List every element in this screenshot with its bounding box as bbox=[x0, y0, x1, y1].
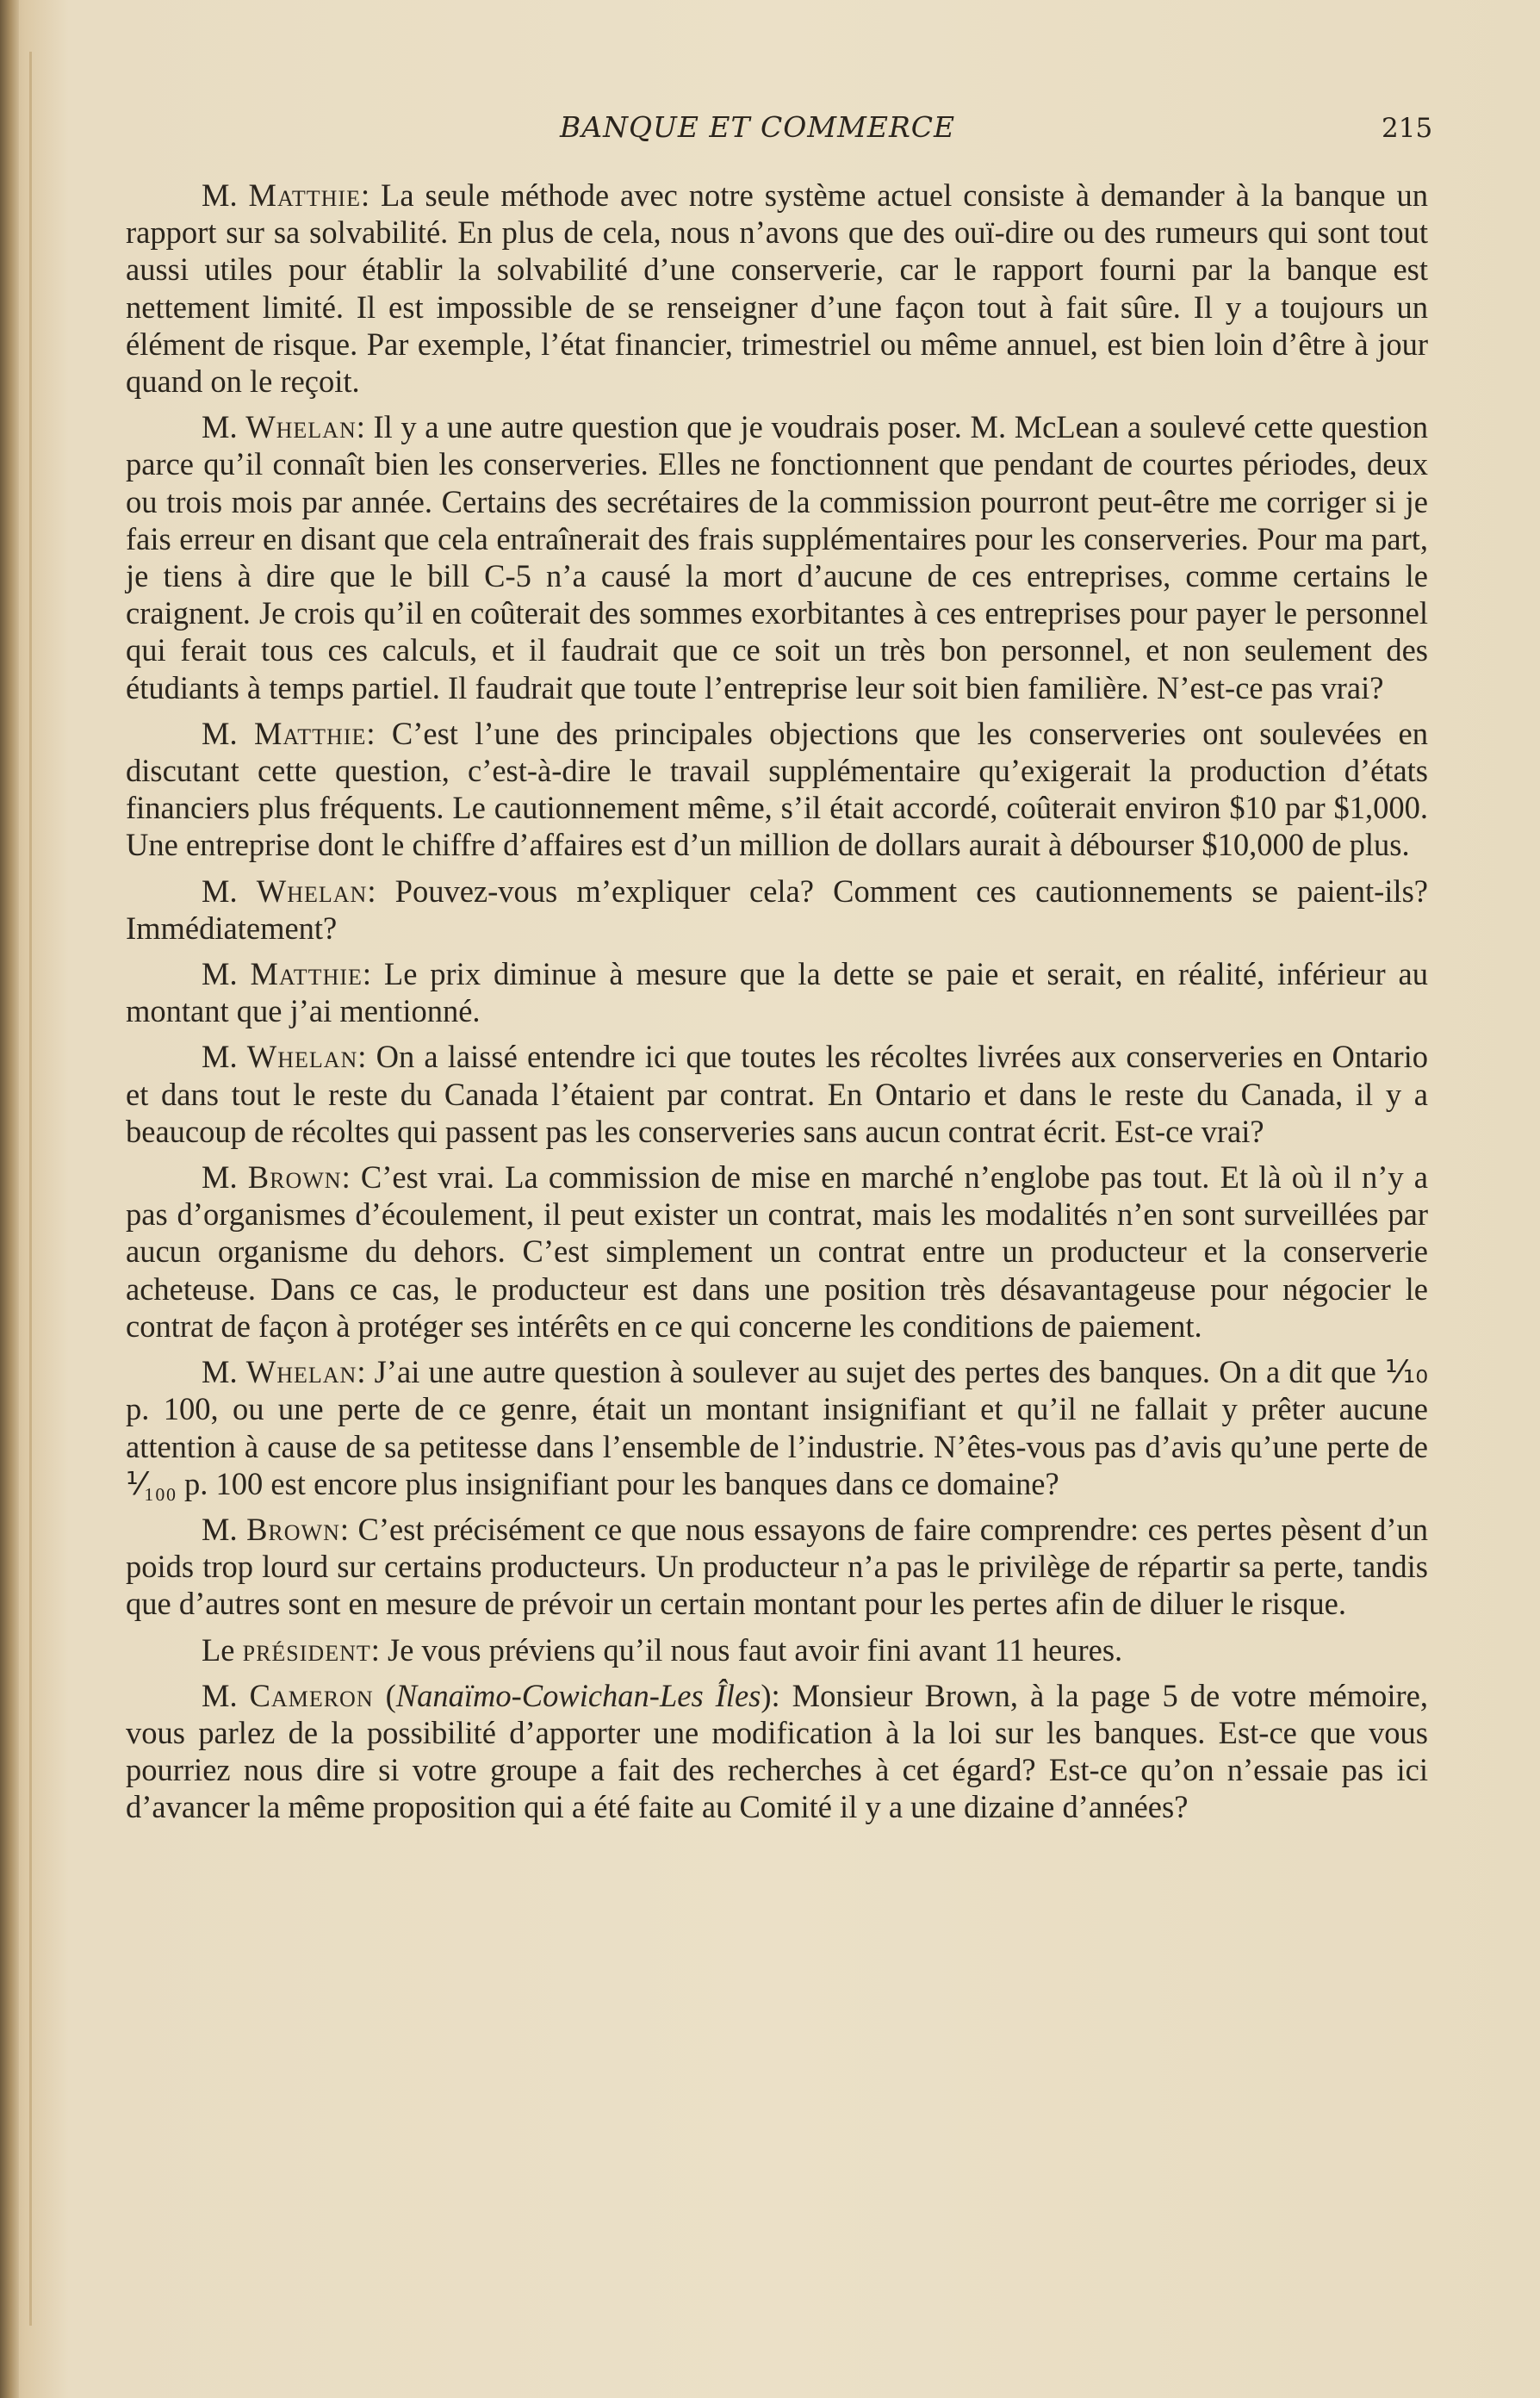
paragraph-9 bbox=[126, 1511, 1428, 1623]
speaker-name: Whelan bbox=[256, 873, 368, 909]
speaker-prefix: M. bbox=[202, 1511, 247, 1547]
paragraph-text: On a laissé entendre ici que toutes les récoltes livrées aux conserveries en Ontario et dans tout le reste du Canada l’étaient par contrat. En Ontario et dans le reste du Canada, il y a beaucoup de récoltes qui passent pas les conserveries sans aucun contrat écrit. Est-ce vrai? bbox=[126, 1039, 1428, 1149]
paragraph-text: Pouvez-vous m’expliquer cela? Comment ces cautionnements se paient-ils? Immédiatement? bbox=[126, 873, 1428, 946]
speaker-colon: : bbox=[370, 1631, 380, 1668]
paragraph-text: La seule méthode avec notre système actuel consiste à demander à la banque un rapport sur sa solvabilité. En plus de cela, nous n’avons que des ouï-dire ou des rumeurs qui sont tout aussi utiles pour établir la solvabilité d’une conserverie, car le rapport fourni par la banque est nettement limité. Il est impossible de se renseigner d’une façon tout à fait sûre. Il y a toujours un élément de risque. Par exemple, l’état financier, trimestriel ou même annuel, est bien loin d’être à jour quand on le reçoit. bbox=[126, 177, 1428, 400]
speaker-colon: : bbox=[339, 1511, 349, 1547]
running-head: BANQUE ET COMMERCE bbox=[560, 110, 956, 144]
speaker-name: Matthie bbox=[248, 177, 361, 213]
speaker-prefix: M. bbox=[202, 873, 257, 909]
speaker-colon: : bbox=[366, 715, 376, 751]
paragraph-text: J’ai une autre question à soulever au sujet des pertes des banques. On a dit que ⅒ p. 100, ou une perte de ce genre, était un montant insignifiant et qu’il ne fallait y prêter aucune attention à cause de sa petitesse dans l’ensemble de l’industrie. N’êtes-vous pas d’avis qu’une perte de ⅟₁₀₀ p. 100 est encore plus insignifiant pour les banques dans ce domaine? bbox=[126, 1354, 1428, 1501]
paragraph-6 bbox=[126, 1038, 1428, 1150]
speaker-prefix: M. bbox=[202, 956, 251, 992]
speaker-name: Whelan bbox=[245, 1354, 357, 1390]
riding-open-paren: ( bbox=[373, 1677, 396, 1713]
page-number: 215 bbox=[1382, 113, 1433, 144]
paragraph-text: Il y a une autre question que je voudrais poser. M. McLean a soulevé cette question parce qu’il connaît bien les conserveries. Elles ne fonctionnent que pendant de courtes périodes, deux ou trois mois par année. Certains des secrétaires de la commission pourront peut-être me corriger si je fais erreur en disant que cela entraînerait des frais supplémentaires pour les conserveries. Pour ma part, je tiens à dire que le bill C-5 n’a causé la mort d’aucune de ces entreprises, comme certains le craignent. Je crois qu’il en coûterait des sommes exorbitantes à ces entreprises pour payer le personnel qui ferait tous ces calculs, et il faudrait que ce soit un très bon personnel, et non seulement des étudiants à temps partiel. Il faudrait que toute l’entreprise leur soit bien familière. N’est-ce pas vrai? bbox=[126, 409, 1428, 705]
paragraph-4 bbox=[126, 873, 1428, 947]
speaker-prefix: M. bbox=[202, 1039, 247, 1075]
speaker-prefix: M. bbox=[202, 1159, 248, 1196]
speaker-name: Brown bbox=[246, 1511, 340, 1547]
speaker-colon: : bbox=[341, 1159, 351, 1196]
speaker-colon: : bbox=[357, 1039, 367, 1075]
body-text bbox=[126, 177, 1428, 1835]
paragraph-3 bbox=[126, 715, 1428, 864]
paragraph-text: C’est l’une des principales objections que les conserveries ont soulevées en discutant cette question, c’est-à-dire le travail supplémentaire qu’exigerait la production d’états financiers plus fréquents. Le cautionnement même, s’il était accordé, coûterait environ $10 par $1,000. Une entreprise dont le chiffre d’affaires est d’un million de dollars aurait à débourser $10,000 de plus. bbox=[126, 715, 1428, 863]
speaker-name: président bbox=[242, 1631, 371, 1668]
paragraph-text: C’est vrai. La commission de mise en marché n’englobe pas tout. Et là où il n’y a pas d’organismes d’écoulement, il peut exister un contrat, mais les modalités n’en sont surveillées par aucun organisme du dehors. C’est simplement un contrat entre un producteur et la conserverie acheteuse. Dans ce cas, le producteur est dans une position très désavantageuse pour négocier le contrat de façon à protéger ses intérêts en ce qui concerne les conditions de paiement. bbox=[126, 1159, 1428, 1344]
speaker-colon: : bbox=[356, 409, 365, 445]
speaker-prefix: M. bbox=[202, 177, 249, 213]
riding-name: Nanaïmo-Cowichan-Les Îles bbox=[395, 1677, 761, 1713]
speaker-prefix: Le bbox=[202, 1631, 243, 1668]
paragraph-text: C’est précisément ce que nous essayons de faire comprendre: ces pertes pèsent d’un poids trop lourd sur certains producteurs. Un producteur n’a pas le privilège de répartir sa perte, tandis que d’autres sont en mesure de prévoir un certain montant pour les pertes afin de diluer le risque. bbox=[126, 1511, 1428, 1622]
speaker-name: Matthie bbox=[253, 715, 367, 751]
paragraph-text: Je vous préviens qu’il nous faut avoir fini avant 11 heures. bbox=[379, 1631, 1123, 1668]
speaker-colon: : bbox=[367, 873, 376, 909]
speaker-name: Matthie bbox=[250, 956, 363, 992]
speaker-prefix: M. bbox=[202, 1677, 250, 1713]
paragraph-11 bbox=[126, 1677, 1428, 1826]
book-spine-shadow bbox=[0, 0, 19, 2398]
paragraph-7 bbox=[126, 1159, 1428, 1345]
speaker-colon: : bbox=[362, 956, 372, 992]
speaker-prefix: M. bbox=[202, 1354, 246, 1390]
paragraph-5 bbox=[126, 955, 1428, 1029]
paragraph-1 bbox=[126, 177, 1428, 400]
speaker-colon: : bbox=[771, 1677, 780, 1713]
riding-close-paren: ) bbox=[761, 1677, 772, 1713]
paragraph-10 bbox=[126, 1631, 1428, 1668]
paragraph-8 bbox=[126, 1353, 1428, 1502]
speaker-prefix: M. bbox=[202, 409, 246, 445]
speaker-name: Cameron bbox=[249, 1677, 374, 1713]
speaker-colon: : bbox=[360, 177, 370, 213]
paragraph-2 bbox=[126, 408, 1428, 706]
speaker-prefix: M. bbox=[202, 715, 254, 751]
paragraph-text: Monsieur Brown, à la page 5 de votre mémoire, vous parlez de la possibilité d’apporter une modification à la loi sur les banques. Est-ce que vous pourriez nous dire si votre groupe a fait des recherches à cet égard? Est-ce qu’on n’essaie pas ici d’avancer la même proposition qui a été faite au Comité il y a une dizaine d’années? bbox=[126, 1677, 1428, 1825]
speaker-name: Whelan bbox=[245, 409, 357, 445]
speaker-name: Brown bbox=[247, 1159, 342, 1196]
speaker-colon: : bbox=[357, 1354, 366, 1390]
speaker-name: Whelan bbox=[246, 1039, 358, 1075]
paragraph-text: Le prix diminue à mesure que la dette se paie et serait, en réalité, inférieur au montant que j’ai mentionné. bbox=[126, 956, 1428, 1029]
binding-line bbox=[29, 52, 32, 2326]
